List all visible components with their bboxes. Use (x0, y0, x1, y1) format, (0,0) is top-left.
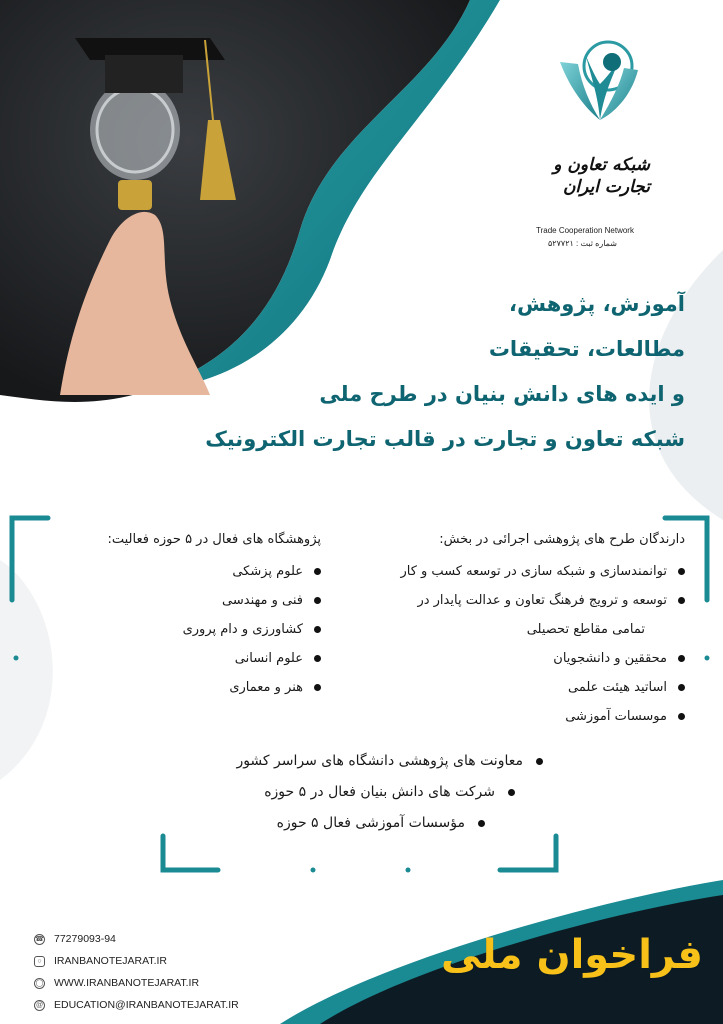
phone-icon: ☎ (34, 934, 45, 945)
logo-emblem-icon (520, 34, 680, 154)
list-item: فنی و مهندسی (107, 586, 321, 615)
list-item: هنر و معماری (107, 673, 321, 702)
active-research-institutes (107, 532, 321, 702)
list-item: علوم پزشکی (107, 557, 321, 586)
active-research-institutes-title: پژوهشگاه های فعال در ۵ حوزه فعالیت: (107, 532, 321, 547)
bullet-icon (536, 758, 543, 765)
headline-line-3: و ایده های دانش بنیان در طرح ملی (319, 382, 685, 406)
email-icon: @ (35, 1001, 44, 1009)
bullet-icon (314, 655, 321, 662)
list-item: علوم انسانی (107, 644, 321, 673)
national-call-title: فراخوان ملی (440, 932, 703, 978)
logo-name-fa: شبکه تعاون و تجارت ایران (553, 155, 650, 197)
globe-icon: ◯ (34, 978, 45, 989)
contact-info (34, 928, 239, 1016)
list-item: مؤسسات آموزشی فعال ۵ حوزه (236, 808, 485, 839)
headline-line-4: شبکه تعاون و تجارت در قالب تجارت الکترونیک (205, 427, 685, 451)
bullet-icon (678, 713, 685, 720)
bullet-icon (508, 789, 515, 796)
headline-line-2: مطالعات، تحقیقات (488, 337, 685, 361)
headline-line-1: آموزش، پژوهش، (509, 292, 685, 316)
registration-number: شماره ثبت : ۵۲۷۷۲۱ (548, 239, 617, 248)
list-item: توانمندسازی و شبکه سازی در توسعه کسب و کار (400, 557, 685, 586)
bullet-icon (314, 626, 321, 633)
contact-email[interactable]: @ EDUCATION@IRANBANOTEJARAT.IR (35, 999, 239, 1011)
contact-phone[interactable]: ☎ 77279093-94 (35, 933, 116, 945)
list-item: شرکت های دانش بنیان فعال در ۵ حوزه (236, 777, 515, 808)
bullet-icon (678, 597, 685, 604)
bullet-icon (678, 655, 685, 662)
list-item: موسسات آموزشی (400, 702, 685, 731)
bullet-icon (678, 568, 685, 575)
list-item: کشاورزی و دام پروری (107, 615, 321, 644)
bullet-icon (314, 568, 321, 575)
bullet-icon (678, 684, 685, 691)
research-plan-holders-title: دارندگان طرح های پژوهشی اجرائی در بخش: (439, 532, 685, 547)
list-item: توسعه و ترویج فرهنگ تعاون و عدالت پایدار در (400, 586, 685, 615)
research-plan-holders (400, 532, 685, 731)
contact-website[interactable]: ◯ WWW.IRANBANOTEJARAT.IR (35, 977, 200, 989)
bullet-icon (314, 684, 321, 691)
organization-logo (520, 34, 680, 248)
instagram-icon: ○ (34, 956, 45, 967)
list-item: اساتید هیئت علمی (400, 673, 685, 702)
headline (125, 282, 685, 462)
contact-instagram[interactable]: ○ IRANBANOTEJARAT.IR (34, 950, 239, 972)
list-item: معاونت های پژوهشی دانشگاه های سراسر کشور (236, 746, 543, 777)
list-item: تمامی مقاطع تحصیلی (526, 622, 645, 637)
list-item: محققین و دانشجویان (400, 644, 685, 673)
target-audience-list (236, 746, 543, 839)
bullet-icon (478, 820, 485, 827)
bullet-icon (314, 597, 321, 604)
logo-name-en: Trade Cooperation Network (536, 226, 634, 235)
